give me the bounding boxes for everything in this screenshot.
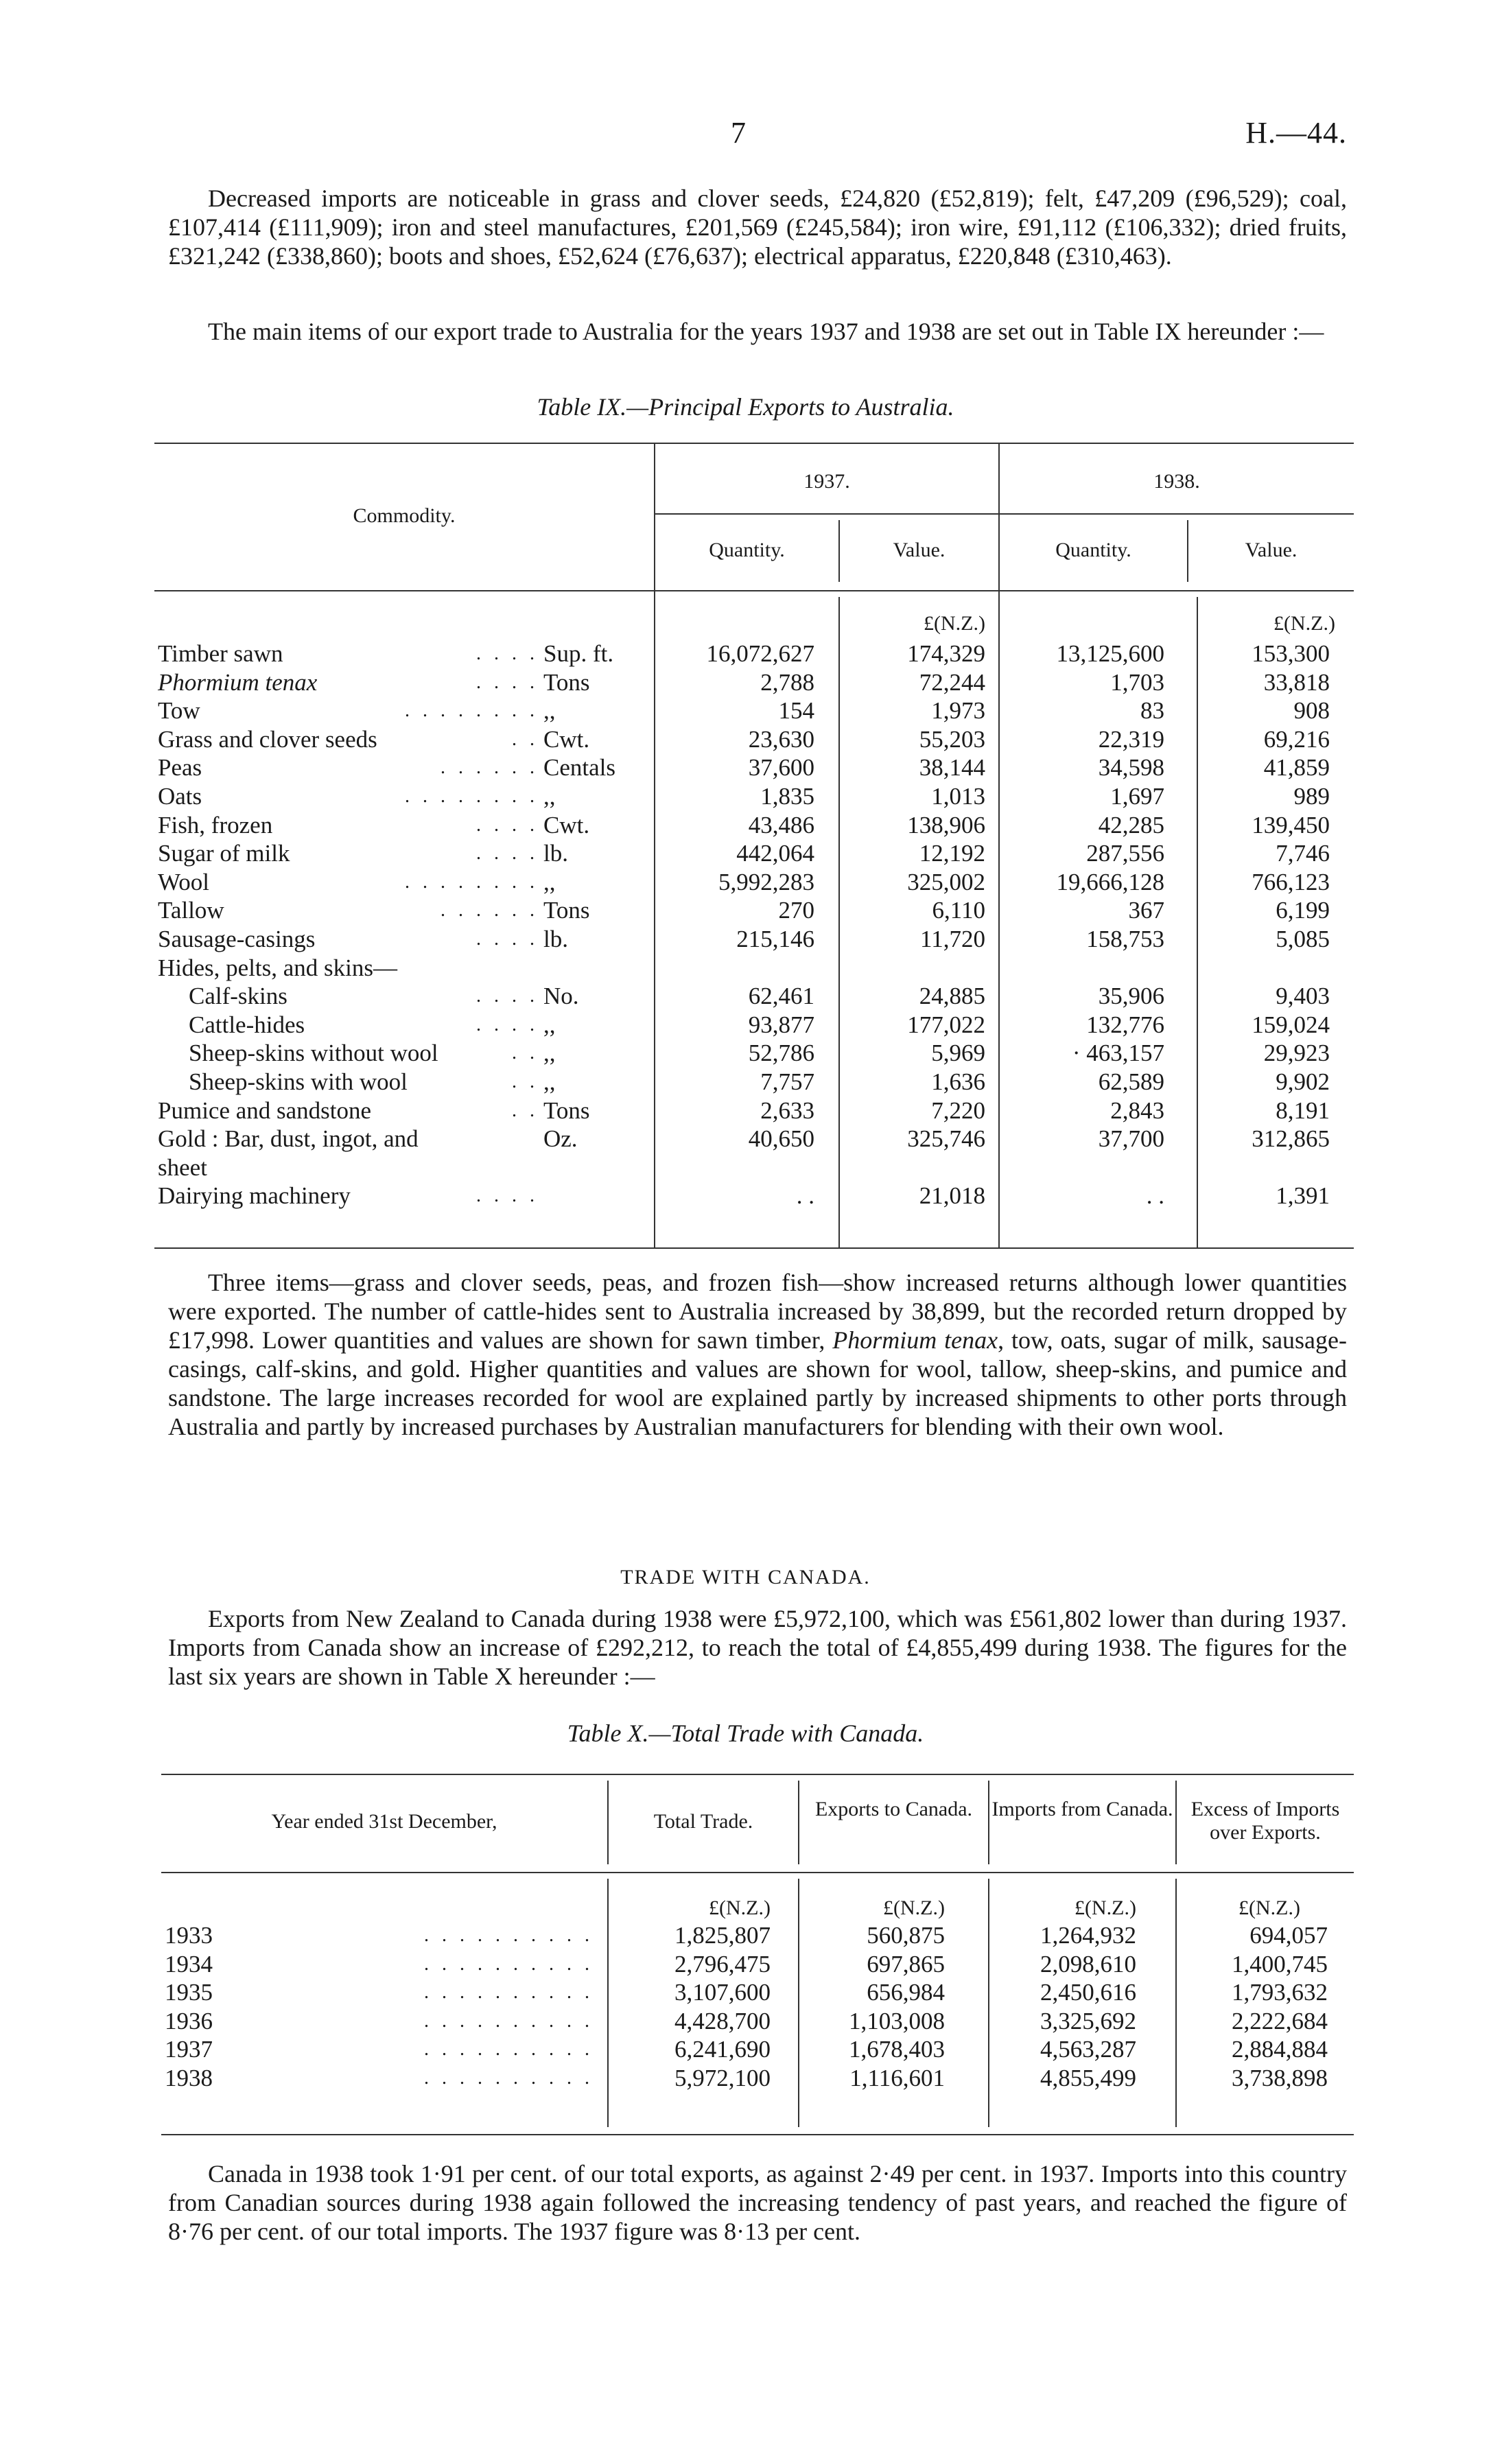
table-x-caption: Table X.—Total Trade with Canada. bbox=[567, 1720, 924, 1747]
leader-dots: . . . . . . . . bbox=[405, 871, 539, 893]
quantity-1937: . . bbox=[796, 1182, 814, 1209]
value-1937: 11,720 bbox=[920, 926, 985, 952]
value-unit-label: £(N.Z.) bbox=[1075, 1897, 1136, 1919]
quantity-1938: 13,125,600 bbox=[1056, 640, 1164, 667]
header-year-1938: 1938. bbox=[1153, 470, 1200, 493]
commodity-name: Tallow bbox=[158, 897, 224, 924]
value-1938: 159,024 bbox=[1252, 1011, 1330, 1038]
value-1938: 766,123 bbox=[1252, 869, 1330, 895]
value-1937: 6,110 bbox=[932, 897, 985, 924]
value-1937: 7,220 bbox=[931, 1097, 985, 1124]
quantity-1938: 35,906 bbox=[1098, 983, 1164, 1009]
exports-to-canada: 1,678,403 bbox=[849, 2036, 945, 2063]
commodity-name: Fish, frozen bbox=[158, 812, 273, 838]
leader-dots: . . . . . . bbox=[441, 757, 539, 778]
commodity-name: Wool bbox=[158, 869, 209, 895]
quantity-1937: 62,461 bbox=[748, 983, 814, 1009]
year-header-rule bbox=[655, 513, 1354, 515]
commodity-name: Timber sawn bbox=[158, 640, 283, 667]
table-top-rule bbox=[154, 443, 1354, 444]
value-1938: 69,216 bbox=[1263, 726, 1330, 753]
year: 1936 bbox=[165, 2008, 213, 2034]
value-1937: 72,244 bbox=[919, 669, 985, 696]
quantity-1938: 42,285 bbox=[1098, 812, 1164, 838]
total-trade: 3,107,600 bbox=[674, 1979, 771, 2006]
unit: Cwt. bbox=[543, 812, 590, 838]
header-total-trade: Total Trade. bbox=[653, 1810, 753, 1833]
quantity-1937: 40,650 bbox=[748, 1125, 814, 1152]
quantity-1937: 52,786 bbox=[748, 1040, 814, 1066]
value-1938: 139,450 bbox=[1252, 812, 1330, 838]
quantity-1938: 158,753 bbox=[1086, 926, 1164, 952]
header-value: Value. bbox=[893, 539, 946, 561]
quantity-1938: 287,556 bbox=[1086, 840, 1164, 867]
quantity-1937: 43,486 bbox=[748, 812, 814, 838]
exports-to-canada: 560,875 bbox=[867, 1922, 945, 1949]
paragraph-decreased-imports bbox=[168, 184, 1347, 270]
paragraph-text: , tow, oats, sugar of milk, sausage-casings, calf-skins, and gold. Higher quantities and values are shown for wool, tallow, sheep-skins, and pumice and sandstone. The large increases recorded for wool are explained partly by increased shipments to other ports through Australia and partly by increased purchases by Australian manufacturers for blending with their own wool. bbox=[168, 1326, 1347, 1440]
quantity-1937: 93,877 bbox=[748, 1011, 814, 1038]
paragraph-text-italic: Phormium tenax bbox=[832, 1326, 998, 1354]
value-1937: 21,018 bbox=[919, 1182, 985, 1209]
leader-dots: . . . . . . . . . . bbox=[424, 1953, 594, 1975]
value-1938: 989 bbox=[1293, 783, 1330, 810]
value-unit-label: £(N.Z.) bbox=[709, 1897, 771, 1919]
quantity-1937: 215,146 bbox=[736, 926, 814, 952]
quantity-1937: 7,757 bbox=[760, 1068, 814, 1095]
exports-to-canada: 656,984 bbox=[867, 1979, 945, 2006]
header-commodity: Commodity. bbox=[353, 504, 456, 527]
table-top-rule bbox=[161, 1774, 1354, 1775]
leader-dots: . . . . bbox=[476, 814, 539, 836]
excess-of-imports: 2,884,884 bbox=[1232, 2036, 1328, 2063]
year: 1938 bbox=[165, 2065, 213, 2091]
header-year-ended: Year ended 31st December, bbox=[271, 1810, 497, 1833]
value-1937: 1,973 bbox=[931, 697, 985, 724]
total-trade: 2,796,475 bbox=[674, 1951, 771, 1978]
quantity-1938: 19,666,128 bbox=[1056, 869, 1164, 895]
unit: No. bbox=[543, 983, 579, 1009]
quantity-1938: 34,598 bbox=[1098, 754, 1164, 781]
quantity-1938: 1,697 bbox=[1110, 783, 1164, 810]
quantity-1938: . . bbox=[1146, 1182, 1164, 1209]
excess-of-imports: 1,793,632 bbox=[1232, 1979, 1328, 2006]
unit: ,, bbox=[543, 869, 556, 895]
commodity-name: Cattle-hides bbox=[189, 1011, 305, 1038]
value-unit-label: £(N.Z.) bbox=[883, 1897, 945, 1919]
unit: ,, bbox=[543, 697, 556, 724]
quantity-1938: · 463,157 bbox=[1072, 1040, 1164, 1066]
leader-dots: . . . . . . . . . . bbox=[424, 1982, 594, 2003]
value-1938: 5,085 bbox=[1276, 926, 1330, 952]
paragraph-main-items bbox=[168, 317, 1347, 346]
year: 1934 bbox=[165, 1951, 213, 1978]
header-excess-imports: Excess of Imports over Exports. bbox=[1190, 1798, 1340, 1844]
page-number: 7 bbox=[731, 116, 746, 150]
value-1937: 12,192 bbox=[919, 840, 985, 867]
table-bottom-rule bbox=[161, 2134, 1354, 2135]
value-unit-label: £(N.Z.) bbox=[924, 612, 985, 635]
value-1937: 55,203 bbox=[919, 726, 985, 753]
commodity-name: Sheep-skins without wool bbox=[189, 1040, 438, 1066]
value-1937: 325,002 bbox=[907, 869, 985, 895]
leader-dots: . . . . bbox=[476, 843, 539, 864]
paragraph-text: Canada in 1938 took 1·91 per cent. of our total exports, as against 2·49 per cent. in 1937. Imports into this country from Canadian sources during 1938 again followed the increasing tendency of past years, and reached the figure of 8·76 per cent. of our total imports. The 1937 figure was 8·13 per cent. bbox=[168, 2160, 1347, 2245]
quantity-1937: 442,064 bbox=[736, 840, 814, 867]
value-1937: 138,906 bbox=[907, 812, 985, 838]
paragraph-canada-closing bbox=[168, 2159, 1347, 2246]
unit: ,, bbox=[543, 783, 556, 810]
unit: Tons bbox=[543, 897, 590, 924]
exports-to-canada: 697,865 bbox=[867, 1951, 945, 1978]
document-reference: H.—44. bbox=[1245, 116, 1347, 150]
year: 1937 bbox=[165, 2036, 213, 2063]
leader-dots: . . . . . . . . . . bbox=[424, 2067, 594, 2089]
unit: Tons bbox=[543, 1097, 590, 1124]
quantity-1937: 2,633 bbox=[760, 1097, 814, 1124]
unit: lb. bbox=[543, 926, 568, 952]
quantity-1937: 16,072,627 bbox=[706, 640, 814, 667]
section-title-canada: TRADE WITH CANADA. bbox=[620, 1566, 871, 1588]
imports-from-canada: 4,563,287 bbox=[1040, 2036, 1136, 2063]
imports-from-canada: 2,450,616 bbox=[1040, 1979, 1136, 2006]
imports-from-canada: 3,325,692 bbox=[1040, 2008, 1136, 2034]
value-1938: 153,300 bbox=[1252, 640, 1330, 667]
value-1938: 7,746 bbox=[1276, 840, 1330, 867]
value-1938: 908 bbox=[1293, 697, 1330, 724]
unit: Cwt. bbox=[543, 726, 590, 753]
value-unit-label: £(N.Z.) bbox=[1238, 1897, 1300, 1919]
unit: ,, bbox=[543, 1040, 556, 1066]
value-unit-label: £(N.Z.) bbox=[1273, 612, 1335, 635]
value-1937: 1,636 bbox=[931, 1068, 985, 1095]
unit: ,, bbox=[543, 1011, 556, 1038]
commodity-name: Phormium tenax bbox=[158, 669, 318, 696]
year: 1933 bbox=[165, 1922, 213, 1949]
commodity-name: Sugar of milk bbox=[158, 840, 290, 867]
excess-of-imports: 3,738,898 bbox=[1232, 2065, 1328, 2091]
leader-dots: . . bbox=[512, 1100, 539, 1121]
quantity-1938: 1,703 bbox=[1110, 669, 1164, 696]
commodity-name: Oats bbox=[158, 783, 202, 810]
leader-dots: . . . . . . . . bbox=[405, 786, 539, 807]
excess-of-imports: 1,400,745 bbox=[1232, 1951, 1328, 1978]
header-year-1937: 1937. bbox=[803, 470, 850, 493]
quantity-1937: 23,630 bbox=[748, 726, 814, 753]
commodity-name: Dairying machinery bbox=[158, 1182, 351, 1209]
excess-of-imports: 2,222,684 bbox=[1232, 2008, 1328, 2034]
leader-dots: . . . . bbox=[476, 672, 539, 693]
unit: ,, bbox=[543, 1068, 556, 1095]
quantity-1938: 83 bbox=[1140, 697, 1164, 724]
column-divider bbox=[798, 1781, 799, 1864]
header-value: Value. bbox=[1245, 539, 1298, 561]
header-exports-to-canada: Exports to Canada. bbox=[814, 1798, 973, 1820]
header-bottom-rule bbox=[161, 1872, 1354, 1873]
imports-from-canada: 1,264,932 bbox=[1040, 1922, 1136, 1949]
imports-from-canada: 2,098,610 bbox=[1040, 1951, 1136, 1978]
paragraph-text: Exports from New Zealand to Canada during 1938 were £5,972,100, which was £561,802 lower than during 1937. Imports from Canada show an increase of £292,212, to reach the total of £4,855,499 during 1938. The figures for the last six years are shown in Table X hereunder :— bbox=[168, 1605, 1347, 1690]
commodity-name: Gold : Bar, dust, ingot, and bbox=[158, 1125, 419, 1152]
leader-dots: . . . . bbox=[476, 643, 539, 664]
value-1938: 29,923 bbox=[1263, 1040, 1330, 1066]
commodity-name: Tow bbox=[158, 697, 200, 724]
paragraph-text: Three items—grass and clover seeds, peas, and frozen fish—show increased returns although lower quantities were exported. The number of cattle-hides sent to Australia increased by 38,899, but the recorded return dropped by £17,998. Lower quantities and values are shown for sawn timber, bbox=[168, 1269, 1347, 1354]
header-quantity: Quantity. bbox=[1055, 539, 1131, 561]
value-1937: 1,013 bbox=[931, 783, 985, 810]
value-1938: 6,199 bbox=[1276, 897, 1330, 924]
leader-dots: . . bbox=[512, 1042, 539, 1064]
unit: Tons bbox=[543, 669, 590, 696]
value-1937: 177,022 bbox=[907, 1011, 985, 1038]
leader-dots: . . . . bbox=[476, 1185, 539, 1206]
value-1938: 41,859 bbox=[1263, 754, 1330, 781]
quantity-1937: 270 bbox=[778, 897, 814, 924]
quantity-1938: 367 bbox=[1128, 897, 1164, 924]
table-ix-caption: Table IX.—Principal Exports to Australia. bbox=[537, 393, 954, 421]
quantity-1937: 5,992,283 bbox=[718, 869, 814, 895]
paragraph-canada-intro bbox=[168, 1604, 1347, 1691]
leader-dots: . . . . bbox=[476, 985, 539, 1007]
leader-dots: . . . . bbox=[476, 928, 539, 950]
leader-dots: . . . . . . . . . . bbox=[424, 1925, 594, 1946]
commodity-name: Sheep-skins with wool bbox=[189, 1068, 408, 1095]
value-1938: 8,191 bbox=[1276, 1097, 1330, 1124]
year: 1935 bbox=[165, 1979, 213, 2006]
commodity-name: Hides, pelts, and skins— bbox=[158, 954, 398, 981]
commodity-name: sheet bbox=[158, 1154, 207, 1181]
quantity-1937: 2,788 bbox=[760, 669, 814, 696]
exports-to-canada: 1,103,008 bbox=[849, 2008, 945, 2034]
total-trade: 1,825,807 bbox=[674, 1922, 771, 1949]
commodity-name: Pumice and sandstone bbox=[158, 1097, 372, 1124]
column-divider bbox=[988, 1781, 989, 1864]
quantity-1937: 1,835 bbox=[760, 783, 814, 810]
unit: Centals bbox=[543, 754, 615, 781]
total-trade: 6,241,690 bbox=[674, 2036, 771, 2063]
leader-dots: . . . . . . . . . . bbox=[424, 2039, 594, 2060]
total-trade: 5,972,100 bbox=[674, 2065, 771, 2091]
value-1938: 312,865 bbox=[1252, 1125, 1330, 1152]
leader-dots: . . . . bbox=[476, 1014, 539, 1035]
leader-dots: . . . . . . bbox=[441, 900, 539, 921]
leader-dots: . . . . . . . . . . bbox=[424, 2010, 594, 2032]
value-1938: 9,902 bbox=[1276, 1068, 1330, 1095]
value-1938: 33,818 bbox=[1263, 669, 1330, 696]
leader-dots: . . . . . . . . bbox=[405, 700, 539, 721]
quantity-1938: 2,843 bbox=[1110, 1097, 1164, 1124]
paragraph-export-analysis bbox=[168, 1268, 1347, 1441]
quantity-1938: 62,589 bbox=[1098, 1068, 1164, 1095]
unit: Sup. ft. bbox=[543, 640, 614, 667]
total-trade: 4,428,700 bbox=[674, 2008, 771, 2034]
excess-of-imports: 694,057 bbox=[1249, 1922, 1328, 1949]
paragraph-text: Decreased imports are noticeable in grass and clover seeds, £24,820 (£52,819); felt, £47,209 (£96,529); coal, £107,414 (£111,909); iron and steel manufactures, £201,569 (£245,584); iron wire, £91,112 (£106,332); dried fruits, £321,242 (£338,860); boots and shoes, £52,624 (£76,637); electrical apparatus, £220,848 (£310,463). bbox=[168, 185, 1347, 270]
quantity-1938: 132,776 bbox=[1086, 1011, 1164, 1038]
commodity-name: Peas bbox=[158, 754, 202, 781]
quantity-1938: 37,700 bbox=[1098, 1125, 1164, 1152]
unit: Oz. bbox=[543, 1125, 578, 1152]
value-1937: 325,746 bbox=[907, 1125, 985, 1152]
commodity-name: Calf-skins bbox=[189, 983, 287, 1009]
leader-dots: . . bbox=[512, 1071, 539, 1092]
header-imports-from-canada: Imports from Canada. bbox=[991, 1798, 1173, 1820]
imports-from-canada: 4,855,499 bbox=[1040, 2065, 1136, 2091]
header-bottom-rule bbox=[154, 590, 1354, 591]
quantity-1938: 22,319 bbox=[1098, 726, 1164, 753]
exports-to-canada: 1,116,601 bbox=[849, 2065, 945, 2091]
value-1937: 174,329 bbox=[907, 640, 985, 667]
value-1938: 1,391 bbox=[1276, 1182, 1330, 1209]
quantity-1937: 37,600 bbox=[748, 754, 814, 781]
leader-dots: . . bbox=[512, 729, 539, 750]
quantity-1937: 154 bbox=[778, 697, 814, 724]
value-1937: 5,969 bbox=[931, 1040, 985, 1066]
value-1938: 9,403 bbox=[1276, 983, 1330, 1009]
commodity-name: Grass and clover seeds bbox=[158, 726, 377, 753]
value-1937: 24,885 bbox=[919, 983, 985, 1009]
paragraph-text: The main items of our export trade to Australia for the years 1937 and 1938 are set out in Table IX hereunder :— bbox=[208, 318, 1324, 345]
value-1937: 38,144 bbox=[919, 754, 985, 781]
header-quantity: Quantity. bbox=[709, 539, 785, 561]
unit: lb. bbox=[543, 840, 568, 867]
table-bottom-rule bbox=[154, 1247, 1354, 1249]
commodity-name: Sausage-casings bbox=[158, 926, 316, 952]
